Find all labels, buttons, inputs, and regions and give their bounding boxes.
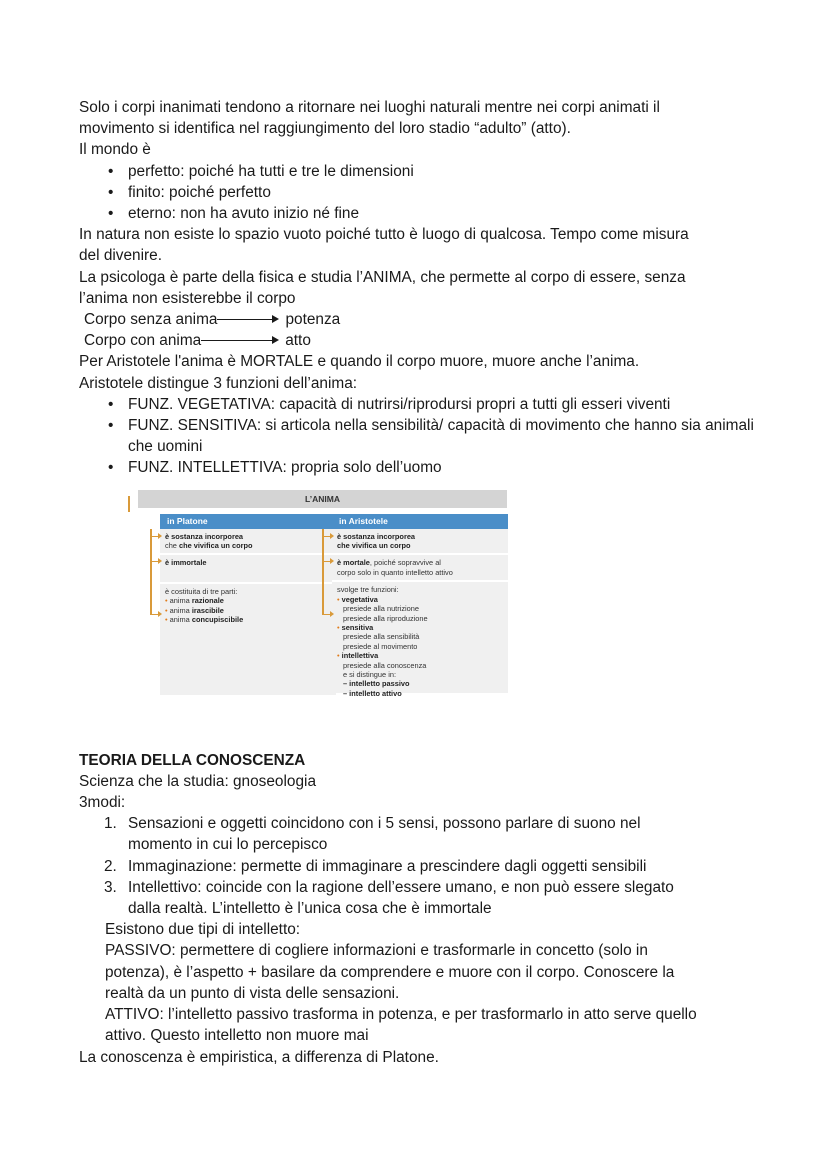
- section-heading: TEORIA DELLA CONOSCENZA: [79, 751, 306, 769]
- aristotele-box-1: è sostanza incorporea che vivifica un corpo: [337, 531, 416, 551]
- platone-box-2: è immortale: [165, 558, 207, 568]
- functions-list: [79, 394, 759, 479]
- column-header: in Aristotele: [332, 514, 508, 529]
- arrow-icon: [150, 614, 159, 616]
- aristotele-box-3: svolge tre funzioni: • vegetativa presiede alla nutrizione presiede alla riproduzione • sensitiva presiede alla sensibilità presiede al movimento • intellettiva presiede alla conoscenza e si distingue in: – intelletto passivo – intelletto attivo: [337, 585, 428, 698]
- anima-diagram: [128, 490, 508, 714]
- list-item: • perfetto: poiché ha tutti e tre le dimensioni: [128, 161, 759, 182]
- passivo-line-1: PASSIVO: permettere di cogliere informazioni e trasformarle in concetto (solo in: [105, 942, 648, 960]
- connector-lines: [146, 529, 160, 695]
- column-aristotele: [332, 514, 508, 698]
- types-intro: Esistono due tipi di intelletto:: [105, 921, 301, 939]
- conclusion-line: La conoscenza è empiristica, a differenza di Platone.: [79, 1048, 439, 1066]
- arrow-left-label: Corpo con anima: [84, 332, 202, 350]
- arrow-icon: [150, 561, 159, 563]
- psych-line-1: La psicologa è parte della fisica e studia l’ANIMA, che permette al corpo di essere, senza: [79, 268, 686, 286]
- document-page: [79, 97, 759, 1068]
- arrow-icon: [150, 536, 159, 538]
- connector-lines: [318, 529, 332, 694]
- list-item: • FUNZ. SENSITIVA: si articola nella sensibilità/ capacità di movimento che hanno sia animali che uomini: [128, 415, 759, 457]
- column-body: [160, 529, 336, 695]
- platone-box-3: è costituita di tre parti: • anima razionale • anima irascibile • anima concupiscibile: [165, 586, 244, 625]
- world-list: [79, 161, 759, 225]
- list-item: • FUNZ. INTELLETTIVA: propria solo dell’uomo: [128, 457, 759, 478]
- right-arrow-icon: [201, 340, 273, 341]
- arrow-icon: [322, 561, 331, 563]
- passivo-line-2: potenza), è l’aspetto + basilare da comprendere e muore con il corpo. Conoscere la: [105, 963, 675, 981]
- arrow-left-label: Corpo senza anima: [84, 311, 218, 329]
- platone-box-1: è sostanza incorporea che che vivifica un corpo: [165, 531, 253, 551]
- arrow-icon: [322, 614, 331, 616]
- diagram-title: L’ANIMA: [138, 490, 507, 508]
- world-intro: Il mondo è: [79, 141, 151, 159]
- intro-line-2: movimento si identifica nel raggiungimento del loro stadio “adulto” (atto).: [79, 120, 571, 138]
- list-item: 1. Sensazioni e oggetti coincidono con i 5 sensi, possono parlare di suono nel momento in cui lo percepisco: [104, 815, 641, 854]
- list-item: • FUNZ. VEGETATIVA: capacità di nutrirsi/riprodursi propri a tutti gli esseri viventi: [128, 394, 759, 415]
- attivo-line-2: attivo. Questo intelletto non muore mai: [105, 1027, 369, 1045]
- arrow-icon: [322, 536, 331, 538]
- intro-line-1: Solo i corpi inanimati tendono a ritornare nei luoghi naturali mentre nei corpi animati il: [79, 99, 660, 116]
- attivo-line-1: ATTIVO: l’intelletto passivo trasforma in potenza, e per trasformarlo in atto serve quello: [105, 1006, 697, 1024]
- arrow-right-label: atto: [285, 332, 311, 350]
- passivo-line-3: realtà da un punto di vista delle sensazioni.: [105, 984, 400, 1002]
- aristotele-box-2: è mortale, poiché sopravvive al corpo solo in quanto intelletto attivo: [337, 558, 453, 577]
- list-item: 2. Immaginazione: permette di immaginare a prescindere dagli oggetti sensibili: [104, 857, 647, 875]
- column-body: [332, 529, 508, 698]
- diagram-accent-bar: [128, 496, 130, 512]
- modes-intro: 3modi:: [79, 794, 126, 812]
- science-line: Scienza che la studia: gnoseologia: [79, 772, 317, 790]
- arrow-row-atto: [79, 330, 759, 351]
- nature-line-1: In natura non esiste lo spazio vuoto poiché tutto è luogo di qualcosa. Tempo come misura: [79, 226, 689, 244]
- functions-intro: Aristotele distingue 3 funzioni dell’anima:: [79, 374, 358, 392]
- psych-line-2: l’anima non esisterebbe il corpo: [79, 289, 296, 307]
- arrow-row-potenza: [79, 309, 759, 330]
- arrow-right-label: potenza: [285, 311, 341, 329]
- column-header: in Platone: [160, 514, 336, 529]
- list-item: • finito: poiché perfetto: [128, 182, 759, 203]
- nature-line-2: del divenire.: [79, 247, 162, 265]
- list-item: • eterno: non ha avuto inizio né fine: [128, 203, 759, 224]
- column-platone: [160, 514, 336, 695]
- mortal-line: Per Aristotele l'anima è MORTALE e quando il corpo muore, muore anche l’anima.: [79, 353, 640, 371]
- modes-list: [79, 813, 759, 919]
- right-arrow-icon: [217, 319, 273, 320]
- list-item: 3. Intellettivo: coincide con la ragione dell’essere umano, e non può essere slegato dalla realtà. L’intelletto è l’unica cosa che è immortale: [104, 878, 674, 918]
